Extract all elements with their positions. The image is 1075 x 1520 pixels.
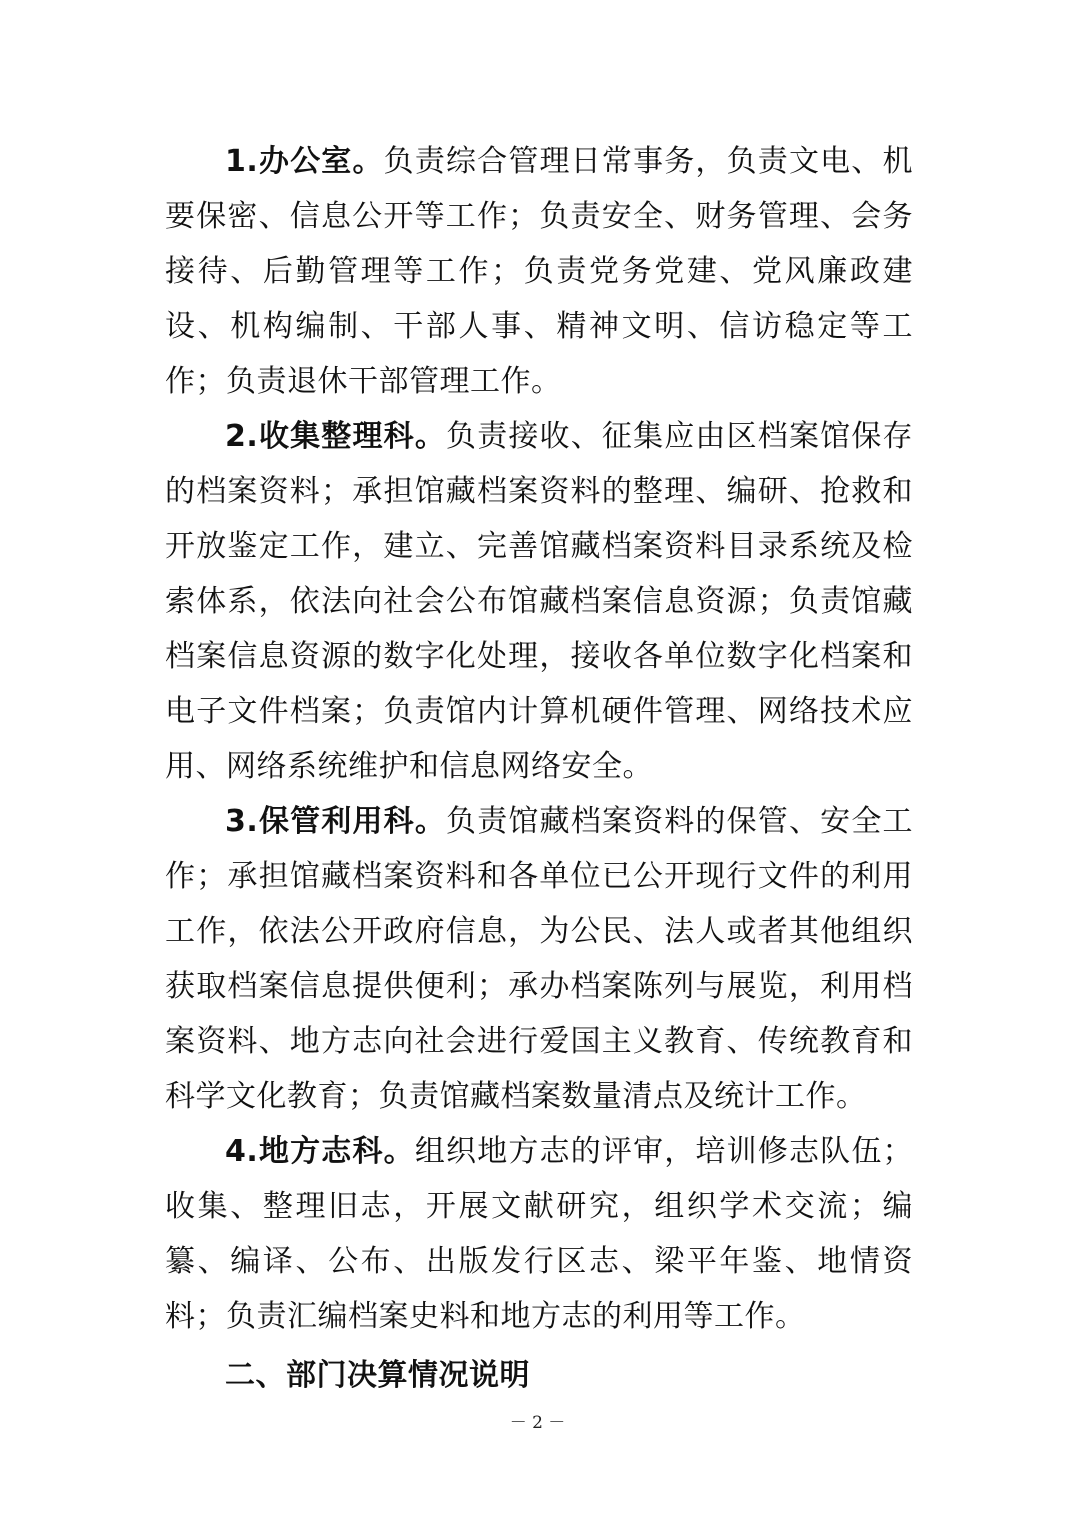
paragraph-heading: 3.保管利用科。 [225, 804, 447, 839]
paragraph-collection-section [165, 409, 913, 794]
section-heading: 二、部门决算情况说明 [225, 1358, 530, 1393]
paragraph-local-chronicles-section [165, 1124, 913, 1344]
paragraph-text: 组织地方志的评审，培训修志队伍；收集、整理旧志，开展文献研究，组织学术交流；编纂、编译、公布、出版发行区志、梁平年鉴、地情资料；负责汇编档案史料和地方志的利用等工作。 [165, 1134, 913, 1334]
paragraph-heading: 1.办公室。 [225, 144, 384, 179]
paragraph-office [165, 134, 913, 409]
paragraph-text: 负责接收、征集应由区档案馆保存的档案资料；承担馆藏档案资料的整理、编研、抢救和开放鉴定工作，建立、完善馆藏档案资料目录系统及检索体系，依法向社会公布馆藏档案信息资源；负责馆藏档案信息资源的数字化处理，接收各单位数字化档案和电子文件档案；负责馆内计算机硬件管理、网络技术应用、网络系统维护和信息网络安全。 [165, 419, 913, 784]
paragraph-text: 负责馆藏档案资料的保管、安全工作；承担馆藏档案资料和各单位已公开现行文件的利用工作，依法公开政府信息，为公民、法人或者其他组织获取档案信息提供便利；承办档案陈列与展览，利用档案资料、地方志向社会进行爱国主义教育、传统教育和科学文化教育；负责馆藏档案数量清点及统计工作。 [165, 804, 913, 1114]
paragraph-heading: 2.收集整理科。 [225, 419, 447, 454]
paragraph-text: 负责综合管理日常事务，负责文电、机要保密、信息公开等工作；负责安全、财务管理、会务接待、后勤管理等工作；负责党务党建、党风廉政建设、机构编制、干部人事、精神文明、信访稳定等工作；负责退休干部管理工作。 [165, 144, 913, 399]
page-number: － 2 － [509, 1413, 566, 1433]
document-body [165, 134, 913, 1403]
paragraph-heading: 4.地方志科。 [225, 1134, 415, 1169]
paragraph-storage-section [165, 794, 913, 1124]
